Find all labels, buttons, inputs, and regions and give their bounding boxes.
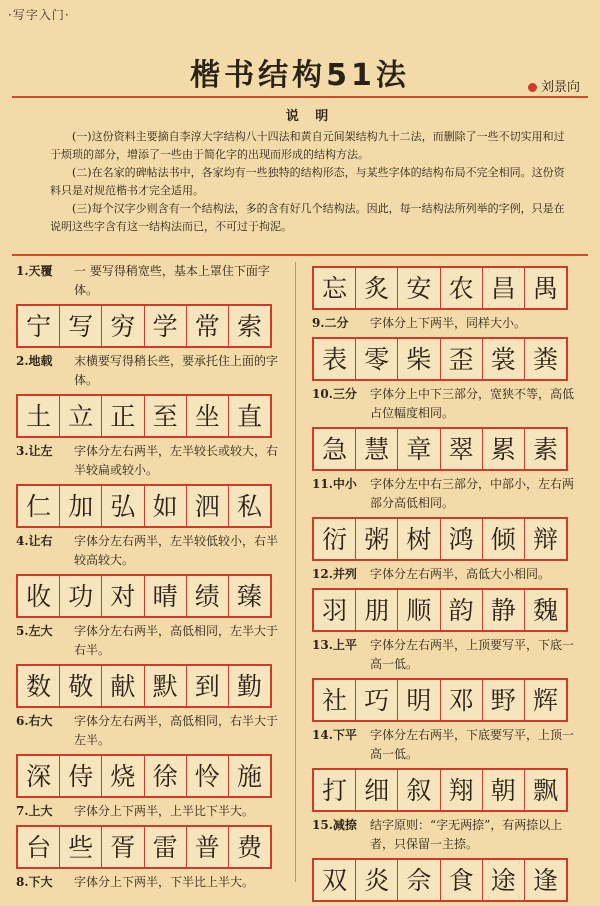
- example-character: 绩: [187, 576, 229, 616]
- example-character: 翠: [441, 429, 483, 469]
- example-character: 粪: [532, 344, 558, 374]
- rule-description: 字体分左右两半，左半较长或较大，右半较扁或较小。: [74, 444, 279, 477]
- structure-rule: [312, 385, 582, 471]
- example-character: 写: [60, 306, 102, 346]
- top-rule: [12, 96, 588, 98]
- example-character: 献: [102, 666, 144, 706]
- example-character: 急: [314, 429, 356, 469]
- example-character: 加: [60, 486, 102, 526]
- example-character: 树: [398, 519, 440, 559]
- example-character: 如: [145, 486, 187, 526]
- rule-heading: [16, 262, 286, 300]
- example-character: 昌: [483, 268, 525, 308]
- example-character: 泗: [187, 486, 229, 526]
- example-character: 累: [483, 429, 525, 469]
- page-title: 楷书结构51法: [190, 58, 410, 93]
- column-divider: [295, 262, 296, 882]
- example-character: 深: [18, 756, 60, 796]
- example-character: 施: [236, 761, 262, 791]
- rule-description: 字体分左右两半，高低大小相同。: [370, 567, 551, 581]
- example-character: 明: [398, 680, 440, 720]
- rule-description: 字体分上下两半，下半比上半大。: [74, 875, 255, 889]
- example-character: 朝: [483, 770, 525, 810]
- example-character: 静: [483, 590, 525, 630]
- example-character: 晴: [145, 576, 187, 616]
- author-byline: [528, 76, 580, 95]
- left-column: [16, 262, 286, 892]
- character-example-row: [16, 394, 272, 438]
- character-example-row: [312, 768, 568, 812]
- example-character: 裳: [483, 339, 525, 379]
- example-character: 农: [441, 268, 483, 308]
- structure-rule: [312, 266, 582, 310]
- character-example-row: [16, 574, 272, 618]
- character-example-row: [312, 678, 568, 722]
- example-character: 怜: [187, 756, 229, 796]
- example-character: 鸿: [441, 519, 483, 559]
- example-character: 辩: [532, 524, 558, 554]
- structure-rule: [16, 712, 286, 798]
- example-character: 邓: [441, 680, 483, 720]
- character-example-row: [312, 858, 568, 902]
- character-example-row: [312, 266, 568, 310]
- example-character: 顺: [398, 590, 440, 630]
- example-character: 臻: [236, 581, 262, 611]
- intro-bottom-rule: [12, 254, 588, 256]
- rule-heading: [312, 636, 582, 674]
- example-character: 徐: [145, 756, 187, 796]
- example-character: 衍: [314, 519, 356, 559]
- example-character: 忘: [314, 268, 356, 308]
- right-column: [312, 262, 582, 906]
- example-character: 敬: [60, 666, 102, 706]
- example-character: 逢: [532, 865, 558, 895]
- example-character: 弘: [102, 486, 144, 526]
- example-character: 数: [18, 666, 60, 706]
- character-example-row: [312, 517, 568, 561]
- rule-label: 15.减捺: [312, 818, 357, 832]
- example-character: 雷: [145, 827, 187, 867]
- rule-label: 7.上大: [16, 804, 53, 818]
- red-dot-icon: [528, 83, 537, 92]
- example-character: 佘: [398, 860, 440, 900]
- example-character: 胥: [102, 827, 144, 867]
- character-example-row: [16, 754, 272, 798]
- example-character: 安: [398, 268, 440, 308]
- example-character: 费: [236, 832, 262, 862]
- example-character: 普: [187, 827, 229, 867]
- rule-heading: [16, 352, 286, 390]
- rule-heading: [16, 622, 286, 660]
- example-character: 社: [314, 680, 356, 720]
- author-name: 刘景向: [540, 80, 580, 95]
- example-character: 直: [236, 401, 262, 431]
- rule-description: 末横要写得稍长些，要承托住上面的字体。: [74, 354, 279, 387]
- rule-description: 字体分上下两半，上半比下半大。: [74, 804, 255, 818]
- example-character: 双: [314, 860, 356, 900]
- example-character: 打: [314, 770, 356, 810]
- example-character: 功: [60, 576, 102, 616]
- example-character: 禺: [532, 273, 558, 303]
- structure-rule: [16, 622, 286, 708]
- rule-label: 10.三分: [312, 387, 357, 401]
- rule-description: 字体分左右两半，下底要写平，上顶一高一低。: [370, 728, 575, 761]
- rule-label: 4.让右: [16, 534, 53, 548]
- rule-heading: [16, 802, 286, 821]
- character-example-row: [16, 664, 272, 708]
- section-tag: ·写字入门·: [8, 8, 70, 22]
- rule-heading: [312, 385, 582, 423]
- example-character: 羽: [314, 590, 356, 630]
- example-character: 勤: [236, 671, 262, 701]
- rule-heading: [16, 712, 286, 750]
- example-character: 飘: [532, 775, 558, 805]
- structure-rule: [312, 726, 582, 812]
- structure-rule: [16, 442, 286, 528]
- example-character: 立: [60, 396, 102, 436]
- structure-rule: [16, 532, 286, 618]
- example-character: 正: [102, 396, 144, 436]
- rule-description: 结字原则：“字无两捺”，有两捺以上者，只保留一主捺。: [370, 818, 563, 851]
- structure-rule: [312, 636, 582, 722]
- character-example-row: [312, 588, 568, 632]
- intro-section: [50, 108, 570, 236]
- example-character: 到: [187, 666, 229, 706]
- example-character: 私: [236, 491, 262, 521]
- intro-paragraph: (一)这份资料主要摘自李淳大字结构八十四法和黄自元间架结构九十二法，而删除了一些不切实用和过于烦琐的部分，增添了一些由于简化字的出现而形成的结构方法。: [50, 130, 565, 161]
- example-character: 倾: [483, 519, 525, 559]
- example-character: 慧: [356, 429, 398, 469]
- structure-rule: [16, 262, 286, 348]
- rule-label: 12.并列: [312, 567, 357, 581]
- rule-description: 字体分左右两半，高低相同，右半大于左半。: [74, 714, 279, 747]
- rule-description: 字体分上中下三部分，宽狭不等，高低占位幅度相同。: [370, 387, 575, 420]
- example-character: 途: [483, 860, 525, 900]
- rule-heading: [312, 726, 582, 764]
- structure-rule: [312, 565, 582, 632]
- character-example-row: [312, 337, 568, 381]
- rule-label: 11.中小: [312, 477, 357, 491]
- character-example-row: [16, 825, 272, 869]
- rule-label: 1.天覆: [16, 264, 53, 278]
- example-character: 侍: [60, 756, 102, 796]
- rule-description: 字体分左右两半，上顶要写平，下底一高一低。: [370, 638, 575, 671]
- example-character: 宁: [18, 306, 60, 346]
- example-character: 烧: [102, 756, 144, 796]
- intro-title: 说 明: [285, 109, 335, 124]
- example-character: 坐: [187, 396, 229, 436]
- example-character: 对: [102, 576, 144, 616]
- example-character: 默: [145, 666, 187, 706]
- example-character: 细: [356, 770, 398, 810]
- character-example-row: [312, 427, 568, 471]
- character-example-row: [16, 304, 272, 348]
- rule-heading: [16, 532, 286, 570]
- rule-description: 字体分上下两半，同样大小。: [370, 316, 527, 330]
- example-character: 收: [18, 576, 60, 616]
- structure-rule: [312, 475, 582, 561]
- rule-heading: [312, 475, 582, 513]
- rule-label: 13.上平: [312, 638, 357, 652]
- rule-heading: [312, 565, 582, 584]
- structure-rule: [312, 314, 582, 381]
- character-example-row: [16, 484, 272, 528]
- example-character: 叙: [398, 770, 440, 810]
- rule-heading: [312, 816, 582, 854]
- example-character: 土: [18, 396, 60, 436]
- example-character: 辉: [532, 685, 558, 715]
- example-character: 素: [532, 434, 558, 464]
- example-character: 炙: [356, 268, 398, 308]
- example-character: 歪: [441, 339, 483, 379]
- intro-paragraph: (二)在名家的碑帖法书中，各家均有一些独特的结构形态，与某些字体的结构布局不完全相同。这份资料只是对规范楷书才完全适用。: [50, 166, 565, 197]
- rule-description: 字体分左右两半，左半较低较小，右半较高较大。: [74, 534, 279, 567]
- rule-label: 8.下大: [16, 875, 53, 889]
- rule-heading: [312, 314, 582, 333]
- example-character: 仁: [18, 486, 60, 526]
- example-character: 朋: [356, 590, 398, 630]
- example-character: 表: [314, 339, 356, 379]
- structure-rule: [312, 816, 582, 902]
- rule-heading: [16, 442, 286, 480]
- rule-label: 3.让左: [16, 444, 53, 458]
- structure-rule: [16, 352, 286, 438]
- structure-rule: [16, 802, 286, 869]
- example-character: 至: [145, 396, 187, 436]
- example-character: 翔: [441, 770, 483, 810]
- rule-label: 6.右大: [16, 714, 53, 728]
- rule-description: 字体分左右两半，高低相同，左半大于右半。: [74, 624, 279, 657]
- example-character: 索: [236, 311, 262, 341]
- example-character: 学: [145, 306, 187, 346]
- rule-description: 字体分左中右三部分，中部小，左右两部分高低相同。: [370, 477, 575, 510]
- example-character: 零: [356, 339, 398, 379]
- example-character: 章: [398, 429, 440, 469]
- example-character: 粥: [356, 519, 398, 559]
- example-character: 常: [187, 306, 229, 346]
- example-character: 韵: [441, 590, 483, 630]
- structure-rule: [16, 873, 286, 892]
- example-character: 炎: [356, 860, 398, 900]
- example-character: 巧: [356, 680, 398, 720]
- rule-label: 5.左大: [16, 624, 53, 638]
- example-character: 食: [441, 860, 483, 900]
- rule-label: 2.地载: [16, 354, 53, 368]
- rule-label: 9.二分: [312, 316, 349, 330]
- rule-label: 14.下平: [312, 728, 357, 742]
- example-character: 穷: [102, 306, 144, 346]
- example-character: 些: [60, 827, 102, 867]
- example-character: 野: [483, 680, 525, 720]
- rule-heading: [16, 873, 286, 892]
- example-character: 台: [18, 827, 60, 867]
- intro-paragraph: (三)每个汉字少则含有一个结构法，多的含有好几个结构法。因此，每一结构法所列举的字例，只是在说明这些字含有这一结构法而已，不可过于拘泥。: [50, 202, 565, 233]
- rule-description: 一 要写得稍宽些，基本上罩住下面字体。: [74, 264, 270, 297]
- example-character: 魏: [532, 595, 558, 625]
- example-character: 柴: [398, 339, 440, 379]
